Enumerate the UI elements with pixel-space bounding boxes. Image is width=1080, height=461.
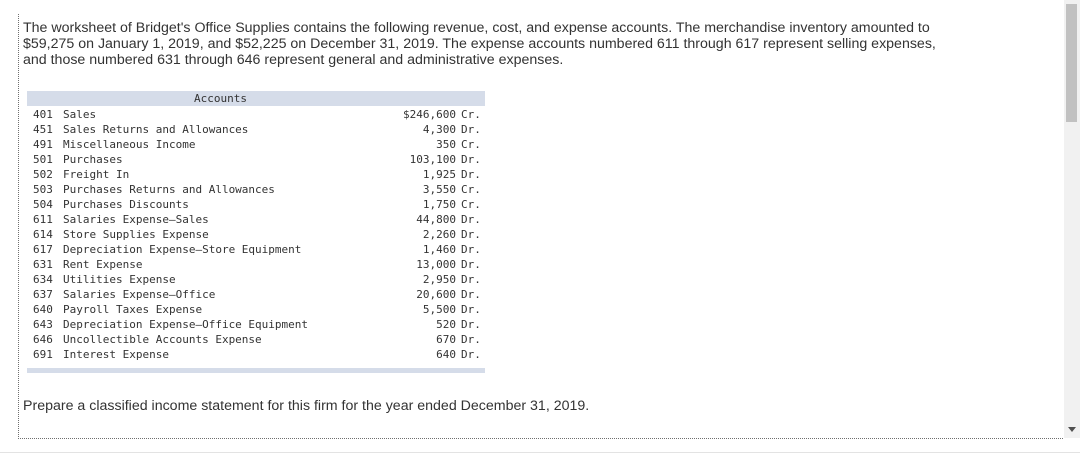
- account-name: Purchases Discounts: [63, 198, 189, 211]
- account-name: Depreciation Expense—Office Equipment: [63, 318, 309, 331]
- account-number: 401: [33, 108, 53, 121]
- account-number: 504: [33, 198, 53, 211]
- account-name: Rent Expense: [63, 258, 143, 271]
- table-row: [27, 197, 485, 212]
- account-side: Dr.: [461, 168, 481, 181]
- account-amount: 44,800: [416, 213, 456, 226]
- account-amount: 1,925: [422, 168, 456, 181]
- account-number: 634: [33, 273, 53, 286]
- instruction-text: Prepare a classified income statement for this firm for the year ended December 31, 2019.: [23, 398, 590, 414]
- account-amount: 640: [436, 348, 456, 361]
- account-side: Cr.: [461, 108, 481, 121]
- account-side: Dr.: [461, 303, 481, 316]
- intro-paragraph: The worksheet of Bridget's Office Supplies contains the following revenue, cost, and expense accounts. The merchandise inventory amounted to $59,275 on January 1, 2019, and $52,225 on December 31, 2019. The expense accounts numbered 611 through 617 represent selling expenses, and those numbered 631 through 646 represent general and administrative expenses.: [23, 20, 936, 68]
- account-side: Dr.: [461, 333, 481, 346]
- account-side: Dr.: [461, 243, 481, 256]
- account-amount: 3,550: [422, 183, 456, 196]
- table-row: [27, 272, 485, 287]
- account-number: 451: [33, 123, 53, 136]
- account-number: 502: [33, 168, 53, 181]
- table-row: [27, 332, 485, 347]
- account-number: 614: [33, 228, 53, 241]
- account-name: Depreciation Expense—Store Equipment: [63, 243, 302, 256]
- account-side: Dr.: [461, 318, 481, 331]
- account-amount: 350: [436, 138, 456, 151]
- account-side: Dr.: [461, 273, 481, 286]
- account-side: Dr.: [461, 153, 481, 166]
- accounts-table-header: Accounts: [27, 91, 485, 106]
- table-row: [27, 242, 485, 257]
- account-amount: 20,600: [416, 288, 456, 301]
- scroll-down-arrow-icon[interactable]: [1068, 427, 1076, 432]
- account-side: Dr.: [461, 288, 481, 301]
- account-name: Salaries Expense—Office: [63, 288, 216, 301]
- table-row: [27, 212, 485, 227]
- table-row: [27, 227, 485, 242]
- account-side: Dr.: [461, 348, 481, 361]
- table-row: [27, 167, 485, 182]
- account-number: 503: [33, 183, 53, 196]
- accounts-table-footer: [27, 368, 485, 373]
- table-row: [27, 287, 485, 302]
- table-row: [27, 152, 485, 167]
- table-row: [27, 137, 485, 152]
- account-name: Purchases: [63, 153, 123, 166]
- account-number: 631: [33, 258, 53, 271]
- account-number: 643: [33, 318, 53, 331]
- table-row: [27, 317, 485, 332]
- account-name: Uncollectible Accounts Expense: [63, 333, 262, 346]
- account-amount: $246,600: [403, 108, 456, 121]
- account-amount: 5,500: [422, 303, 456, 316]
- account-name: Sales: [63, 108, 97, 121]
- account-amount: 1,460: [422, 243, 456, 256]
- account-number: 611: [33, 213, 53, 226]
- account-amount: 2,260: [422, 228, 456, 241]
- account-side: Cr.: [461, 138, 481, 151]
- account-side: Dr.: [461, 213, 481, 226]
- account-name: Payroll Taxes Expense: [63, 303, 203, 316]
- account-side: Dr.: [461, 228, 481, 241]
- account-number: 691: [33, 348, 53, 361]
- table-row: [27, 182, 485, 197]
- account-side: Dr.: [461, 123, 481, 136]
- account-amount: 520: [436, 318, 456, 331]
- account-number: 617: [33, 243, 53, 256]
- account-name: Miscellaneous Income: [63, 138, 196, 151]
- account-number: 646: [33, 333, 53, 346]
- vertical-scrollbar[interactable]: [1064, 0, 1080, 438]
- account-number: 491: [33, 138, 53, 151]
- account-amount: 13,000: [416, 258, 456, 271]
- account-name: Store Supplies Expense: [63, 228, 209, 241]
- account-side: Cr.: [461, 198, 481, 211]
- account-number: 640: [33, 303, 53, 316]
- account-side: Dr.: [461, 258, 481, 271]
- account-name: Salaries Expense—Sales: [63, 213, 209, 226]
- account-name: Sales Returns and Allowances: [63, 123, 249, 136]
- account-amount: 2,950: [422, 273, 456, 286]
- table-row: [27, 107, 485, 122]
- account-number: 637: [33, 288, 53, 301]
- account-amount: 670: [436, 333, 456, 346]
- table-row: [27, 302, 485, 317]
- accounts-table-body: [27, 106, 485, 362]
- divider: [0, 452, 1080, 453]
- account-amount: 4,300: [422, 123, 456, 136]
- table-row: [27, 347, 485, 362]
- account-name: Interest Expense: [63, 348, 169, 361]
- account-amount: 1,750: [422, 198, 456, 211]
- table-row: [27, 257, 485, 272]
- account-name: Utilities Expense: [63, 273, 176, 286]
- scrollbar-thumb[interactable]: [1066, 4, 1077, 122]
- account-name: Purchases Returns and Allowances: [63, 183, 275, 196]
- accounts-table: [27, 91, 485, 373]
- account-side: Cr.: [461, 183, 481, 196]
- account-amount: 103,100: [409, 153, 456, 166]
- account-name: Freight In: [63, 168, 130, 181]
- account-number: 501: [33, 153, 53, 166]
- table-row: [27, 122, 485, 137]
